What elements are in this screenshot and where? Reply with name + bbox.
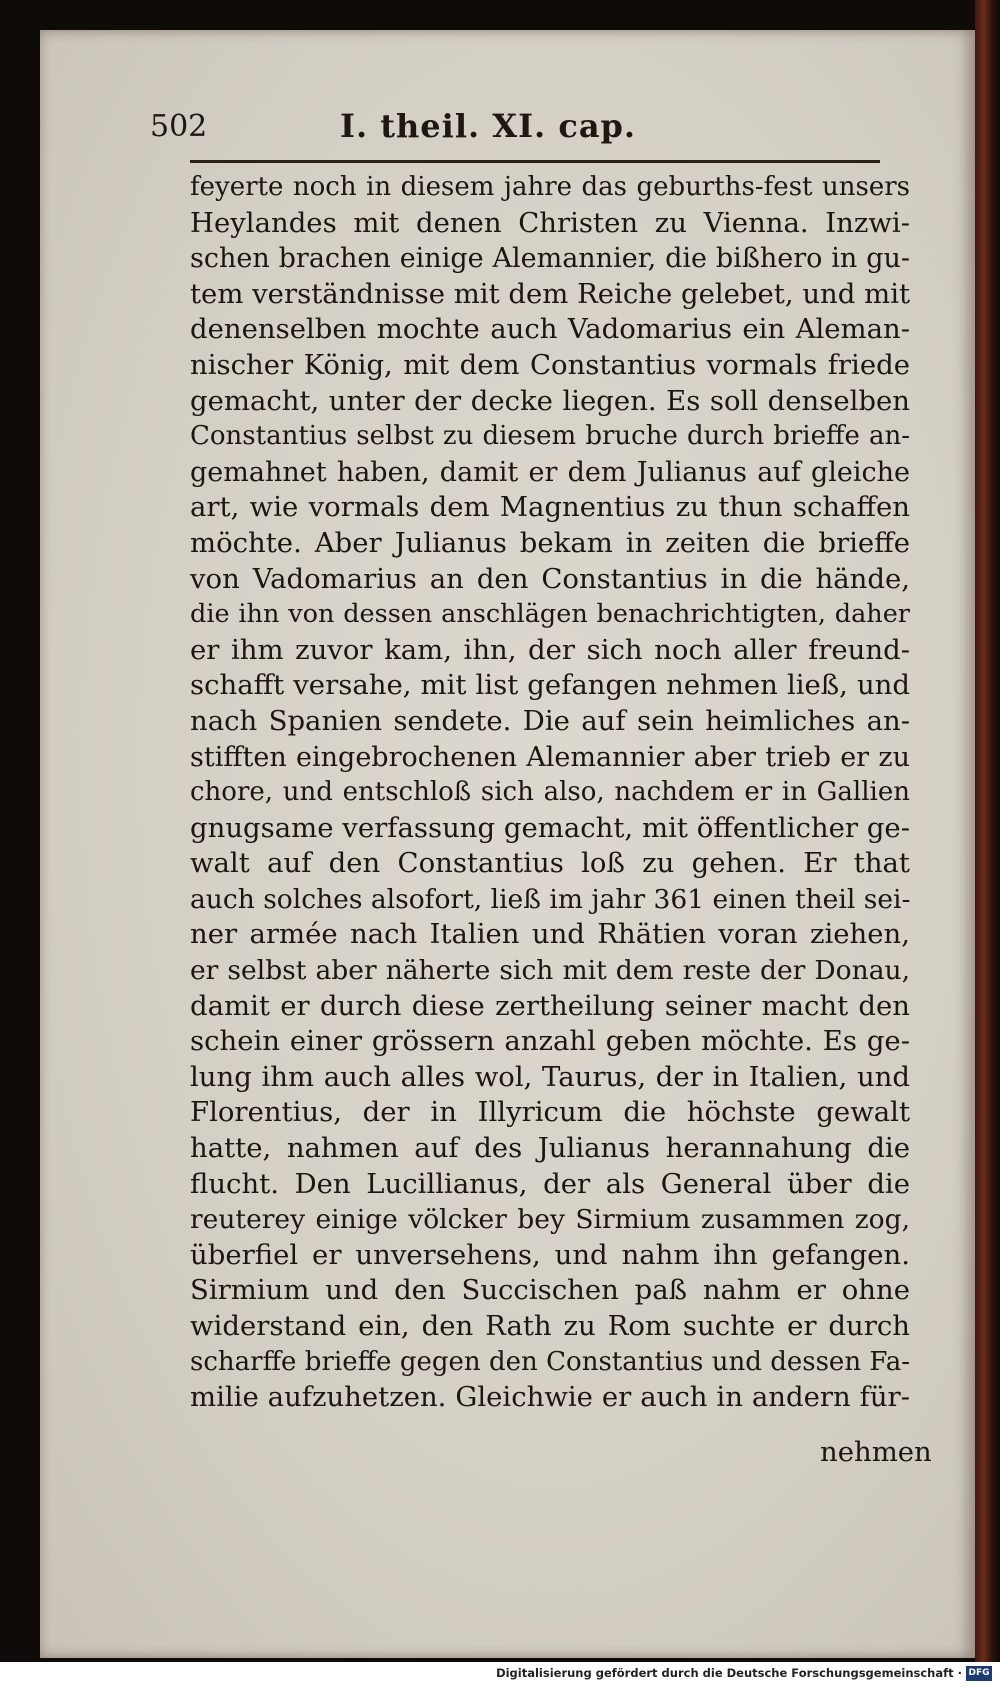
text-line: schein einer grössern anzahl geben möchte. Es ge- [190, 1025, 910, 1058]
text-line: stifften eingebrochenen Alemannier aber trieb er zu [190, 741, 910, 773]
text-line: die ihn von dessen anschlägen benachrichtigten, daher [190, 599, 910, 630]
text-line: gemacht, unter der decke liegen. Es soll denselben [190, 384, 910, 417]
text-line: gemahnet haben, damit er dem Julianus auf gleiche [190, 456, 910, 488]
catchword: nehmen [820, 1436, 932, 1468]
book-edge [975, 0, 1000, 1662]
page-number: 502 [150, 109, 208, 144]
text-line: auch solches alsofort, ließ im jahr 361 einen theil sei- [190, 883, 911, 915]
text-line: reuterey einige völcker bey Sirmium zusammen zog, [190, 1204, 910, 1236]
running-title: I. theil. XI. cap. [340, 107, 637, 145]
body-text [190, 170, 910, 1416]
text-line: hatte, nahmen auf des Julianus herannahung die [190, 1132, 910, 1165]
dfg-logo: DFG [966, 1666, 992, 1681]
text-line: feyerte noch in diesem jahre das geburths-fest unsers [190, 172, 910, 202]
text-line: gnugsame verfassung gemacht, mit öffentlicher ge- [190, 811, 910, 844]
text-line: er selbst aber näherte sich mit dem reste der Donau, [190, 955, 910, 987]
text-line: von Vadomarius an den Constantius in die hände, [190, 562, 910, 595]
text-line: nischer König, mit dem Constantius vormals friede [190, 348, 910, 381]
text-line: milie aufzuhetzen. Gleichwie er auch in andern für- [190, 1381, 910, 1414]
text-line: tem verständnisse mit dem Reiche gelebet, und mit [190, 277, 911, 310]
text-line: widerstand ein, den Rath zu Rom suchte er durch [190, 1310, 910, 1342]
text-line: nach Spanien sendete. Die auf sein heimliches an- [190, 704, 910, 737]
text-line: walt auf den Constantius loß zu gehen. Er that [190, 847, 910, 880]
text-line: schafft versahe, mit list gefangen nehmen ließ, und [190, 669, 910, 702]
text-line: scharffe brieffe gegen den Constantius und dessen Fa- [190, 1346, 910, 1377]
text-line: Heylandes mit denen Christen zu Vienna. Inzwi- [190, 206, 910, 239]
text-line: ner armée nach Italien und Rhätien voran ziehen, [190, 918, 910, 951]
footer-bar [0, 1662, 1000, 1687]
text-line: denenselben mochte auch Vadomarius ein Aleman- [190, 313, 910, 346]
text-line: überfiel er unversehens, und nahm ihn gefangen. [190, 1238, 910, 1271]
footer-credit: Digitalisierung gefördert durch die Deutsche Forschungsgemeinschaft · [496, 1666, 962, 1680]
text-line: Sirmium und den Succischen paß nahm er ohne [190, 1274, 910, 1307]
text-line: flucht. Den Lucillianus, der als General über die [190, 1167, 910, 1200]
header-rule [190, 160, 880, 163]
text-line: damit er durch diese zertheilung seiner macht den [190, 989, 910, 1022]
text-line: er ihm zuvor kam, ihn, der sich noch aller freund- [190, 633, 910, 666]
text-line: möchte. Aber Julianus bekam in zeiten die brieffe [190, 526, 910, 559]
text-line: lung ihm auch alles wol, Taurus, der in Italien, und [190, 1060, 910, 1093]
text-line: art, wie vormals dem Magnentius zu thun schaffen [190, 491, 910, 524]
text-line: Constantius selbst zu diesem bruche durch brieffe an- [190, 421, 910, 452]
page-header [150, 95, 910, 155]
text-line: Florentius, der in Illyricum die höchste gewalt [190, 1096, 910, 1129]
text-line: chore, und entschloß sich also, nachdem er in Gallien [190, 777, 910, 808]
text-line: schen brachen einige Alemannier, die bißhero in gu- [190, 243, 910, 275]
